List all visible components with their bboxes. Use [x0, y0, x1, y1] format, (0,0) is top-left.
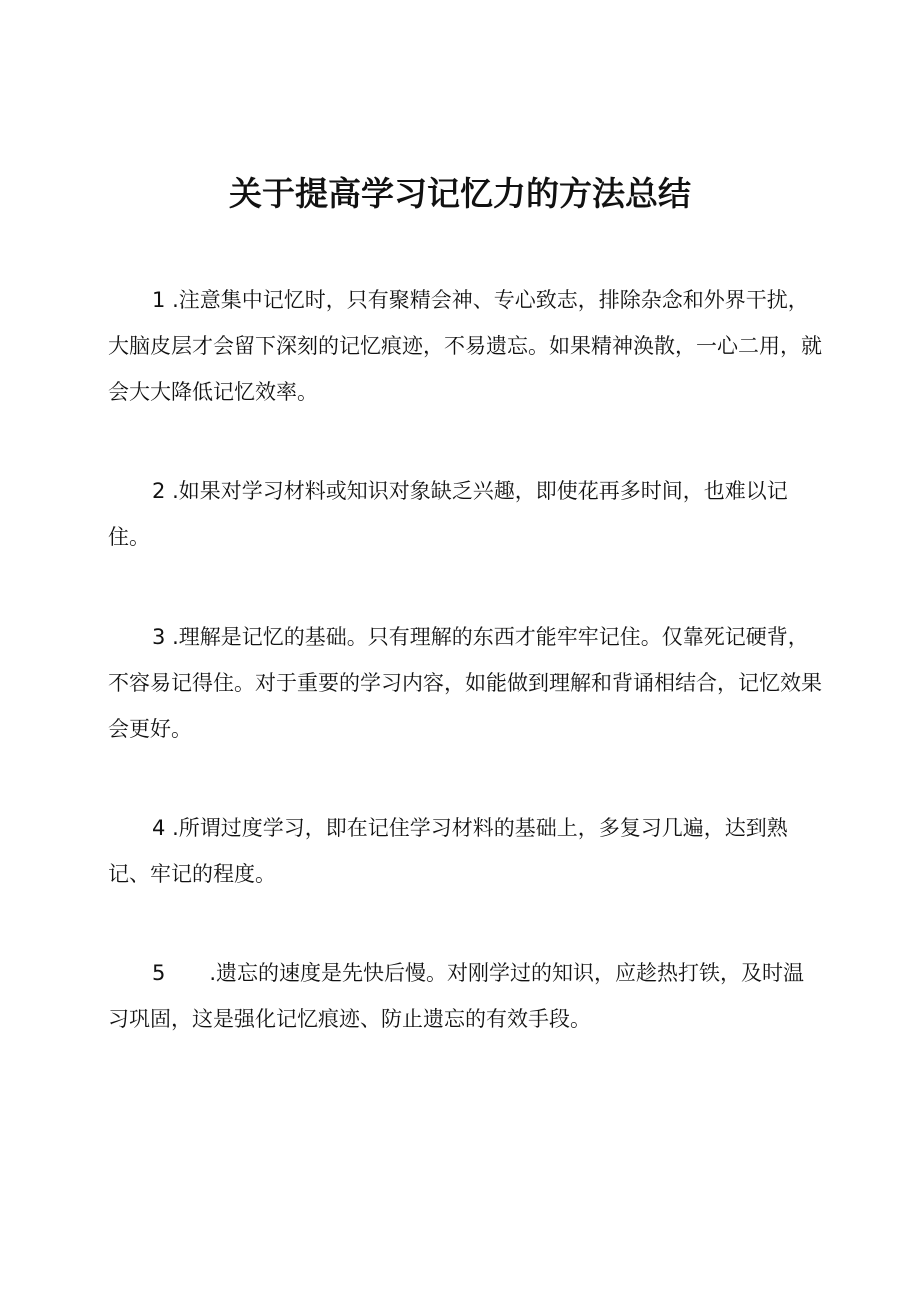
- item-number: 4: [152, 816, 166, 840]
- item-text: .如果对学习材料或知识对象缺乏兴趣，即使花再多时间，也难以记住。: [108, 479, 788, 549]
- list-item: [108, 950, 824, 1042]
- list-item: [108, 277, 824, 415]
- list-item: [108, 468, 824, 560]
- item-number: 1: [152, 288, 166, 312]
- list-item: [108, 614, 824, 752]
- item-number: 3: [152, 625, 166, 649]
- item-text: .理解是记忆的基础。只有理解的东西才能牢牢记住。仅靠死记硬背，不容易记得住。对于重要的学习内容，如能做到理解和背诵相结合，记忆效果会更好。: [108, 625, 822, 741]
- item-text: .遗忘的速度是先快后慢。对刚学过的知识，应趁热打铁，及时温习巩固，这是强化记忆痕迹、防止遗忘的有效手段。: [108, 961, 805, 1031]
- item-number: 5: [152, 961, 166, 985]
- page-title: 关于提高学习记忆力的方法总结: [229, 174, 691, 213]
- item-text: .注意集中记忆时，只有聚精会神、专心致志，排除杂念和外界干扰，大脑皮层才会留下深刻的记忆痕迹，不易遗忘。如果精神涣散，一心二用，就会大大降低记忆效率。: [108, 288, 822, 404]
- item-number: 2: [152, 479, 166, 503]
- list-item: [108, 805, 824, 897]
- item-text: .所谓过度学习，即在记住学习材料的基础上，多复习几遍，达到熟记、牢记的程度。: [108, 816, 788, 886]
